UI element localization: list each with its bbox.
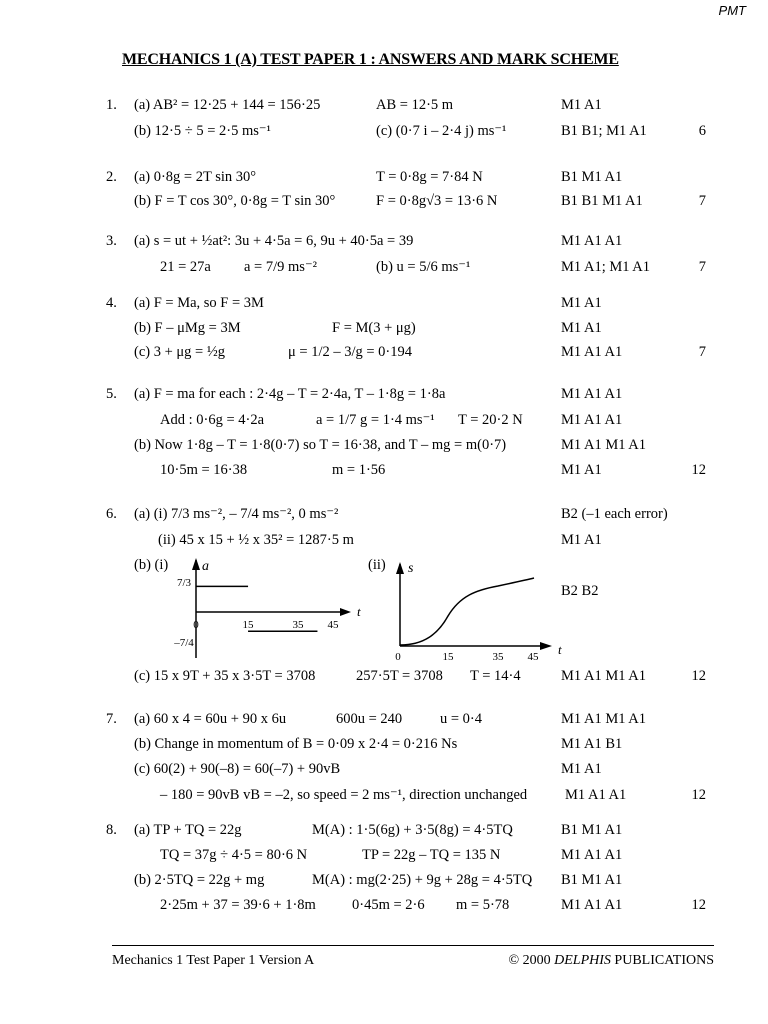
t-axis-label: t bbox=[558, 642, 562, 657]
ytick-top: 7/3 bbox=[176, 577, 192, 589]
mark-scheme: M1 A1 M1 A1 bbox=[561, 437, 647, 453]
mark-scheme: M1 A1 bbox=[561, 320, 602, 336]
question-total: 12 bbox=[691, 787, 706, 803]
acceleration-time-graph bbox=[168, 556, 368, 660]
s-curve bbox=[400, 578, 534, 645]
footer-rule bbox=[112, 945, 714, 946]
mark-scheme: M1 A1 A1 bbox=[561, 344, 623, 360]
question-number: 8. bbox=[106, 822, 117, 838]
answer-line: (b) 12·5 ÷ 5 = 2·5 ms⁻¹ bbox=[134, 123, 271, 139]
footer-publisher-suffix: PUBLICATIONS bbox=[610, 953, 714, 968]
question-number: 1. bbox=[106, 97, 117, 113]
mark-scheme: B2 (–1 each error) bbox=[561, 506, 668, 522]
footer-left: Mechanics 1 Test Paper 1 Version A bbox=[112, 953, 315, 968]
answer-line: 2·25m + 37 = 39·6 + 1·8m bbox=[160, 897, 316, 913]
t-axis-arrow bbox=[340, 608, 351, 616]
answer-line: (a) TP + TQ = 22g bbox=[134, 822, 242, 838]
answer-line: (b) F = T cos 30°, 0·8g = T sin 30° bbox=[134, 193, 336, 209]
xtick-label: 15 bbox=[442, 651, 454, 663]
xtick-label: 45 bbox=[327, 619, 339, 631]
answer-line: (a) AB² = 12·25 + 144 = 156·25 bbox=[134, 97, 321, 113]
mark-scheme: M1 A1; M1 A1 bbox=[561, 259, 651, 275]
mark-scheme: B1 B1 M1 A1 bbox=[561, 193, 643, 209]
page-title: MECHANICS 1 (A) TEST PAPER 1 : ANSWERS AND MARK SCHEME bbox=[122, 51, 619, 68]
xtick-label: 45 bbox=[527, 651, 539, 663]
t-axis-arrow bbox=[540, 642, 552, 650]
answer-line: T = 14·4 bbox=[470, 668, 521, 684]
answer-line: M(A) : 1·5(6g) + 3·5(8g) = 4·5TQ bbox=[312, 822, 513, 838]
answer-line: (a) F = Ma, so F = 3M bbox=[134, 295, 264, 311]
xtick-label: 0 bbox=[193, 619, 199, 631]
answer-line: (c) 15 x 9T + 35 x 3·5T = 3708 bbox=[134, 668, 316, 684]
answer-line: (a) F = ma for each : 2·4g – T = 2·4a, T – 1·8g = 1·8a bbox=[134, 386, 446, 402]
question-total: 12 bbox=[691, 897, 706, 913]
footer-copyright: © 2000 bbox=[508, 953, 555, 968]
xtick-label: 35 bbox=[492, 651, 504, 663]
answer-line: a = 1/7 g = 1·4 ms⁻¹ bbox=[316, 412, 435, 428]
footer-right bbox=[509, 953, 715, 969]
s-axis-arrow bbox=[396, 562, 404, 574]
question-number: 3. bbox=[106, 233, 117, 249]
a-axis-arrow bbox=[192, 558, 200, 570]
answer-line: 21 = 27a bbox=[160, 259, 211, 275]
answer-line: F = M(3 + μg) bbox=[332, 320, 416, 336]
answer-line: T = 20·2 N bbox=[458, 412, 523, 428]
answer-line: (a) (i) 7/3 ms⁻², – 7/4 ms⁻², 0 ms⁻² bbox=[134, 506, 339, 522]
question-total: 6 bbox=[698, 123, 706, 139]
question-total: 7 bbox=[698, 193, 706, 209]
answer-line: (b) F – μMg = 3M bbox=[134, 320, 241, 336]
answer-line: (b) 2·5TQ = 22g + mg bbox=[134, 872, 265, 888]
answer-line: (b) Now 1·8g – T = 1·8(0·7) so T = 16·38, and T – mg = m(0·7) bbox=[134, 437, 507, 453]
answer-line: u = 0·4 bbox=[440, 711, 483, 727]
mark-scheme: M1 A1 bbox=[561, 462, 602, 478]
question-total: 12 bbox=[691, 668, 706, 684]
s-axis-label: s bbox=[408, 561, 414, 576]
answer-line: 10·5m = 16·38 bbox=[160, 462, 248, 478]
mark-scheme: M1 A1 M1 A1 bbox=[561, 711, 647, 727]
mark-scheme: B1 M1 A1 bbox=[561, 169, 623, 185]
mark-scheme: M1 A1 B1 bbox=[561, 736, 623, 752]
answer-line: 600u = 240 bbox=[336, 711, 403, 727]
answer-line: (a) 60 x 4 = 60u + 90 x 6u bbox=[134, 711, 287, 727]
mark-scheme: B1 M1 A1 bbox=[561, 822, 623, 838]
answer-line: F = 0·8g√3 = 13·6 N bbox=[376, 193, 498, 209]
answer-line: (a) 0·8g = 2T sin 30° bbox=[134, 169, 257, 185]
mark-scheme: M1 A1 bbox=[561, 761, 602, 777]
question-total: 7 bbox=[698, 259, 706, 275]
mark-scheme: M1 A1 bbox=[561, 295, 602, 311]
answer-line: (ii) bbox=[368, 557, 386, 573]
answer-line: 0·45m = 2·6 bbox=[352, 897, 425, 913]
ytick-bottom: –7/4 bbox=[174, 637, 194, 649]
xtick-label: 0 bbox=[395, 651, 401, 663]
question-number: 4. bbox=[106, 295, 117, 311]
answer-line: (a) s = ut + ½at²: 3u + 4·5a = 6, 9u + 40·5a = 39 bbox=[134, 233, 414, 249]
answer-line: (b) (i) bbox=[134, 557, 169, 573]
answer-line: (c) 3 + μg = ½g bbox=[134, 344, 225, 360]
answer-line: (b) u = 5/6 ms⁻¹ bbox=[376, 259, 471, 275]
question-number: 6. bbox=[106, 506, 117, 522]
mark-scheme: B2 B2 bbox=[561, 583, 599, 599]
mark-scheme: M1 A1 M1 A1 bbox=[561, 668, 647, 684]
displacement-time-graph bbox=[386, 560, 572, 664]
answer-line: (ii) 45 x 15 + ½ x 35² = 1287·5 m bbox=[158, 532, 354, 548]
mark-scheme: M1 A1 A1 bbox=[561, 412, 623, 428]
mark-scheme: M1 A1 bbox=[561, 97, 602, 113]
question-number: 7. bbox=[106, 711, 117, 727]
mark-scheme: M1 A1 A1 bbox=[565, 787, 627, 803]
mark-scheme: M1 A1 A1 bbox=[561, 233, 623, 249]
mark-scheme: M1 A1 A1 bbox=[561, 847, 623, 863]
question-total: 12 bbox=[691, 462, 706, 478]
answer-line: (c) (0·7 i – 2·4 j) ms⁻¹ bbox=[376, 123, 507, 139]
answer-line: T = 0·8g = 7·84 N bbox=[376, 169, 483, 185]
answer-line: m = 1·56 bbox=[332, 462, 386, 478]
t-axis-label: t bbox=[357, 604, 361, 619]
mark-scheme: M1 A1 A1 bbox=[561, 897, 623, 913]
answer-line: AB = 12·5 m bbox=[376, 97, 454, 113]
answer-line: m = 5·78 bbox=[456, 897, 510, 913]
answer-line: (c) 60(2) + 90(–8) = 60(–7) + 90vB bbox=[134, 761, 341, 777]
question-number: 2. bbox=[106, 169, 117, 185]
answer-line: (b) Change in momentum of B = 0·09 x 2·4 = 0·216 Ns bbox=[134, 736, 458, 752]
xtick-label: 15 bbox=[242, 619, 254, 631]
header-pmt: PMT bbox=[718, 3, 746, 18]
answer-line: 257·5T = 3708 bbox=[356, 668, 443, 684]
answer-line: TQ = 37g ÷ 4·5 = 80·6 N bbox=[160, 847, 308, 863]
mark-scheme: M1 A1 bbox=[561, 532, 602, 548]
question-number: 5. bbox=[106, 386, 117, 402]
a-axis-label: a bbox=[202, 559, 209, 574]
xtick-label: 35 bbox=[292, 619, 304, 631]
answer-line: μ = 1/2 – 3/g = 0·194 bbox=[288, 344, 413, 360]
answer-line: a = 7/9 ms⁻² bbox=[244, 259, 317, 275]
answer-line: M(A) : mg(2·25) + 9g + 28g = 4·5TQ bbox=[312, 872, 533, 888]
answer-line: Add : 0·6g = 4·2a bbox=[160, 412, 265, 428]
question-total: 7 bbox=[698, 344, 706, 360]
footer-publisher-italic: DELPHIS bbox=[554, 953, 611, 968]
answer-line: TP = 22g – TQ = 135 N bbox=[362, 847, 501, 863]
mark-scheme: B1 M1 A1 bbox=[561, 872, 623, 888]
mark-scheme: B1 B1; M1 A1 bbox=[561, 123, 647, 139]
mark-scheme: M1 A1 A1 bbox=[561, 386, 623, 402]
answer-line: – 180 = 90vB vB = –2, so speed = 2 ms⁻¹, direction unchanged bbox=[160, 787, 528, 803]
